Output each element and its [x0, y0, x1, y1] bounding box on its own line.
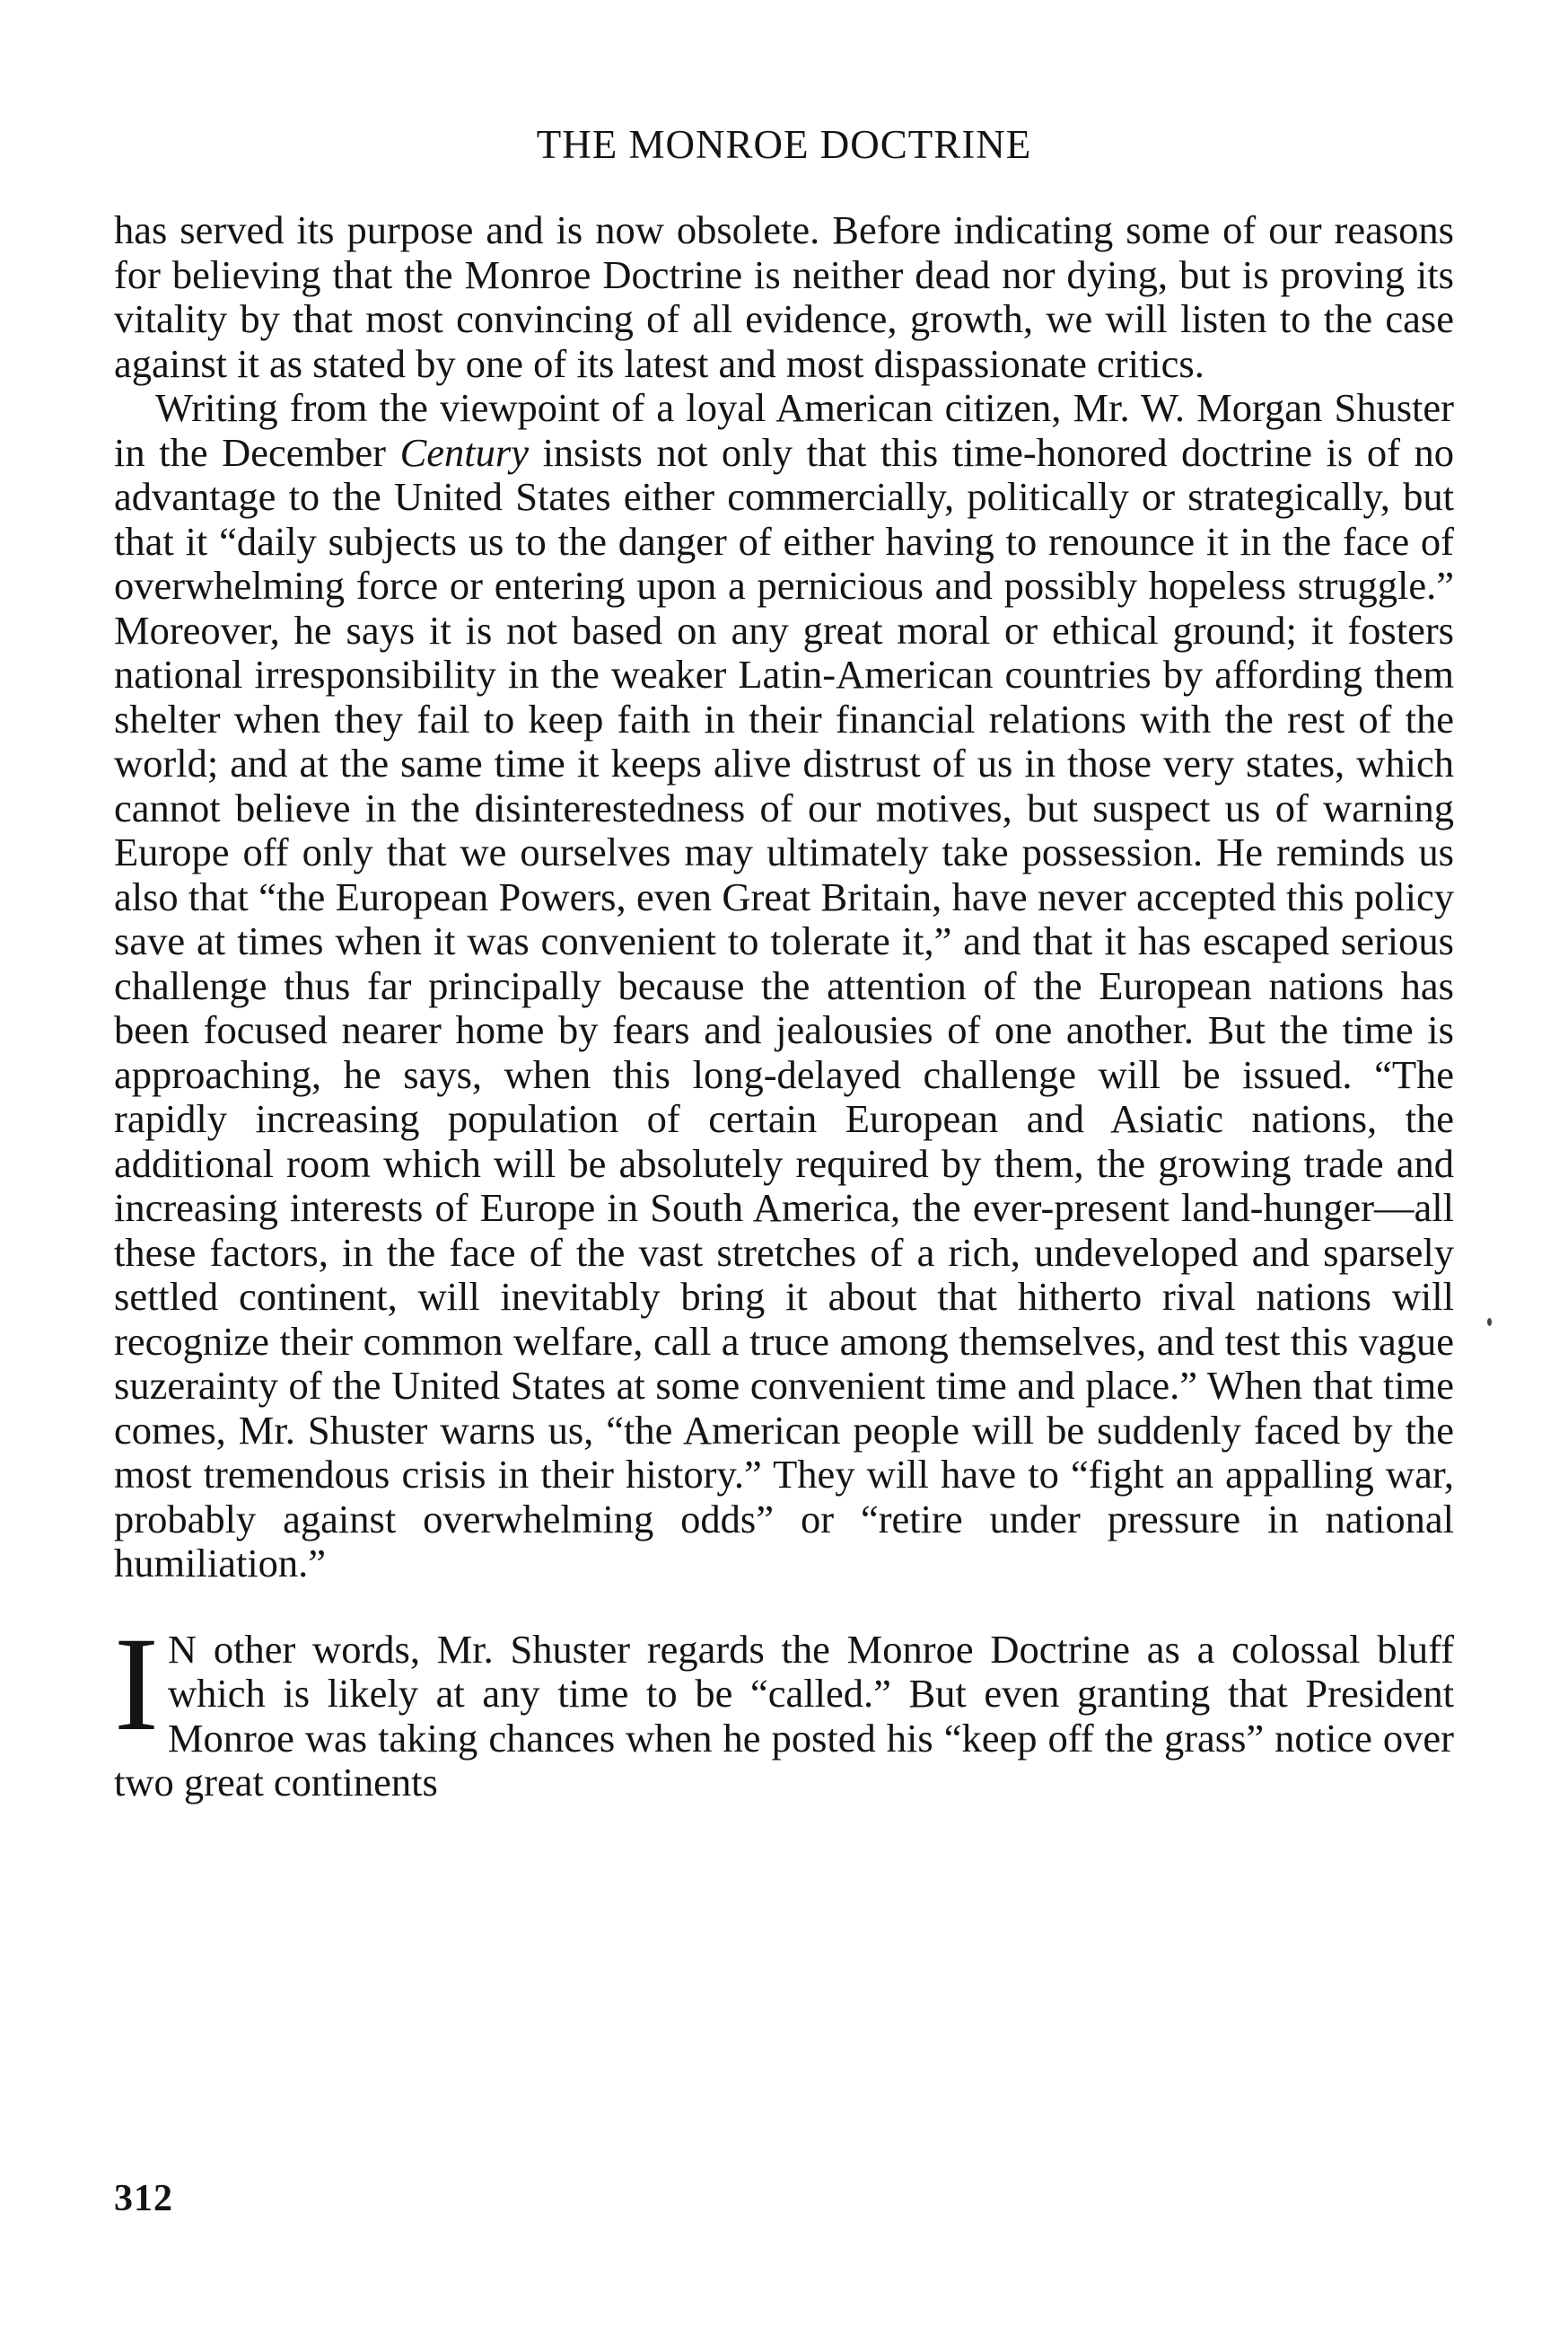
paragraph-text-start: Writing from the viewpoint of a loyal American citizen, Mr. W. Morgan Shuster in the December	[114, 385, 1454, 475]
paragraph-shuster-summary	[114, 386, 1454, 1586]
running-head: THE MONROE DOCTRINE	[536, 122, 1032, 167]
ink-speck	[1487, 1318, 1492, 1326]
paragraph-text-rest: insists not only that this time-honored doctrine is of no advantage to the United States either commercially, politically or strategically, but that it “daily subjects us to the danger of either having to renounce it in the face of overwhelming force or entering upon a pernicious and possibly hopeless struggle.” Moreover, he says it is not based on any great moral or ethical ground; it fosters national irresponsibility in the weaker Latin-American countries by affording them shelter when they fail to keep faith in their financial relations with the rest of the world; and at the same time it keeps alive distrust of us in those very states, which cannot believe in the disinterestedness of our motives, but suspect us of warning Europe off only that we ourselves may ultimately take possession. He reminds us also that “the European Powers, even Great Britain, have never accepted this policy save at times when it was convenient to tolerate it,” and that it has escaped serious challenge thus far principally because the attention of the European nations has been focused nearer home by fears and jealousies of one another. But the time is approaching, he says, when this long-delayed challenge will be issued. “The rapidly increasing population of certain European and Asiatic nations, the additional room which will be absolutely required by them, the growing trade and increasing interests of Europe in South America, the ever-present land-hunger—all these factors, in the face of the vast stretches of a rich, undeveloped and sparsely settled continent, will inevitably bring it about that hitherto rival nations will recognize their common welfare, call a truce among themselves, and test this vague suzerainty of the United States at some convenient time and place.” When that time comes, Mr. Shuster warns us, “the American people will be suddenly faced by the most tremendous crisis in their history.” They will have to “fight an appalling war, probably against overwhelming odds” or “retire under pressure in national humiliation.”	[114, 429, 1454, 1585]
drop-cap: I	[114, 1609, 159, 1759]
paragraph-text: N other words, Mr. Shuster regards the Monroe Doctrine as a colossal bluff which is likely at any time to be “called.” But even granting that President Monroe was taking chances when he posted his “keep off the grass” notice over two great continents	[114, 1626, 1454, 1805]
paragraph-continued: has served its purpose and is now obsolete. Before indicating some of our reasons for believing that the Monroe Doctrine is neither dead nor dying, but is proving its vitality by that most convincing of all evidence, growth, we will listen to the case against it as stated by one of its latest and most dispassionate critics.	[114, 207, 1454, 386]
section-break	[114, 1586, 1454, 1628]
magazine-title-italic: Century	[399, 429, 529, 475]
body-text	[114, 208, 1454, 1805]
page-number: 312	[114, 2178, 173, 2219]
paragraph-new-section	[114, 1609, 1454, 1805]
